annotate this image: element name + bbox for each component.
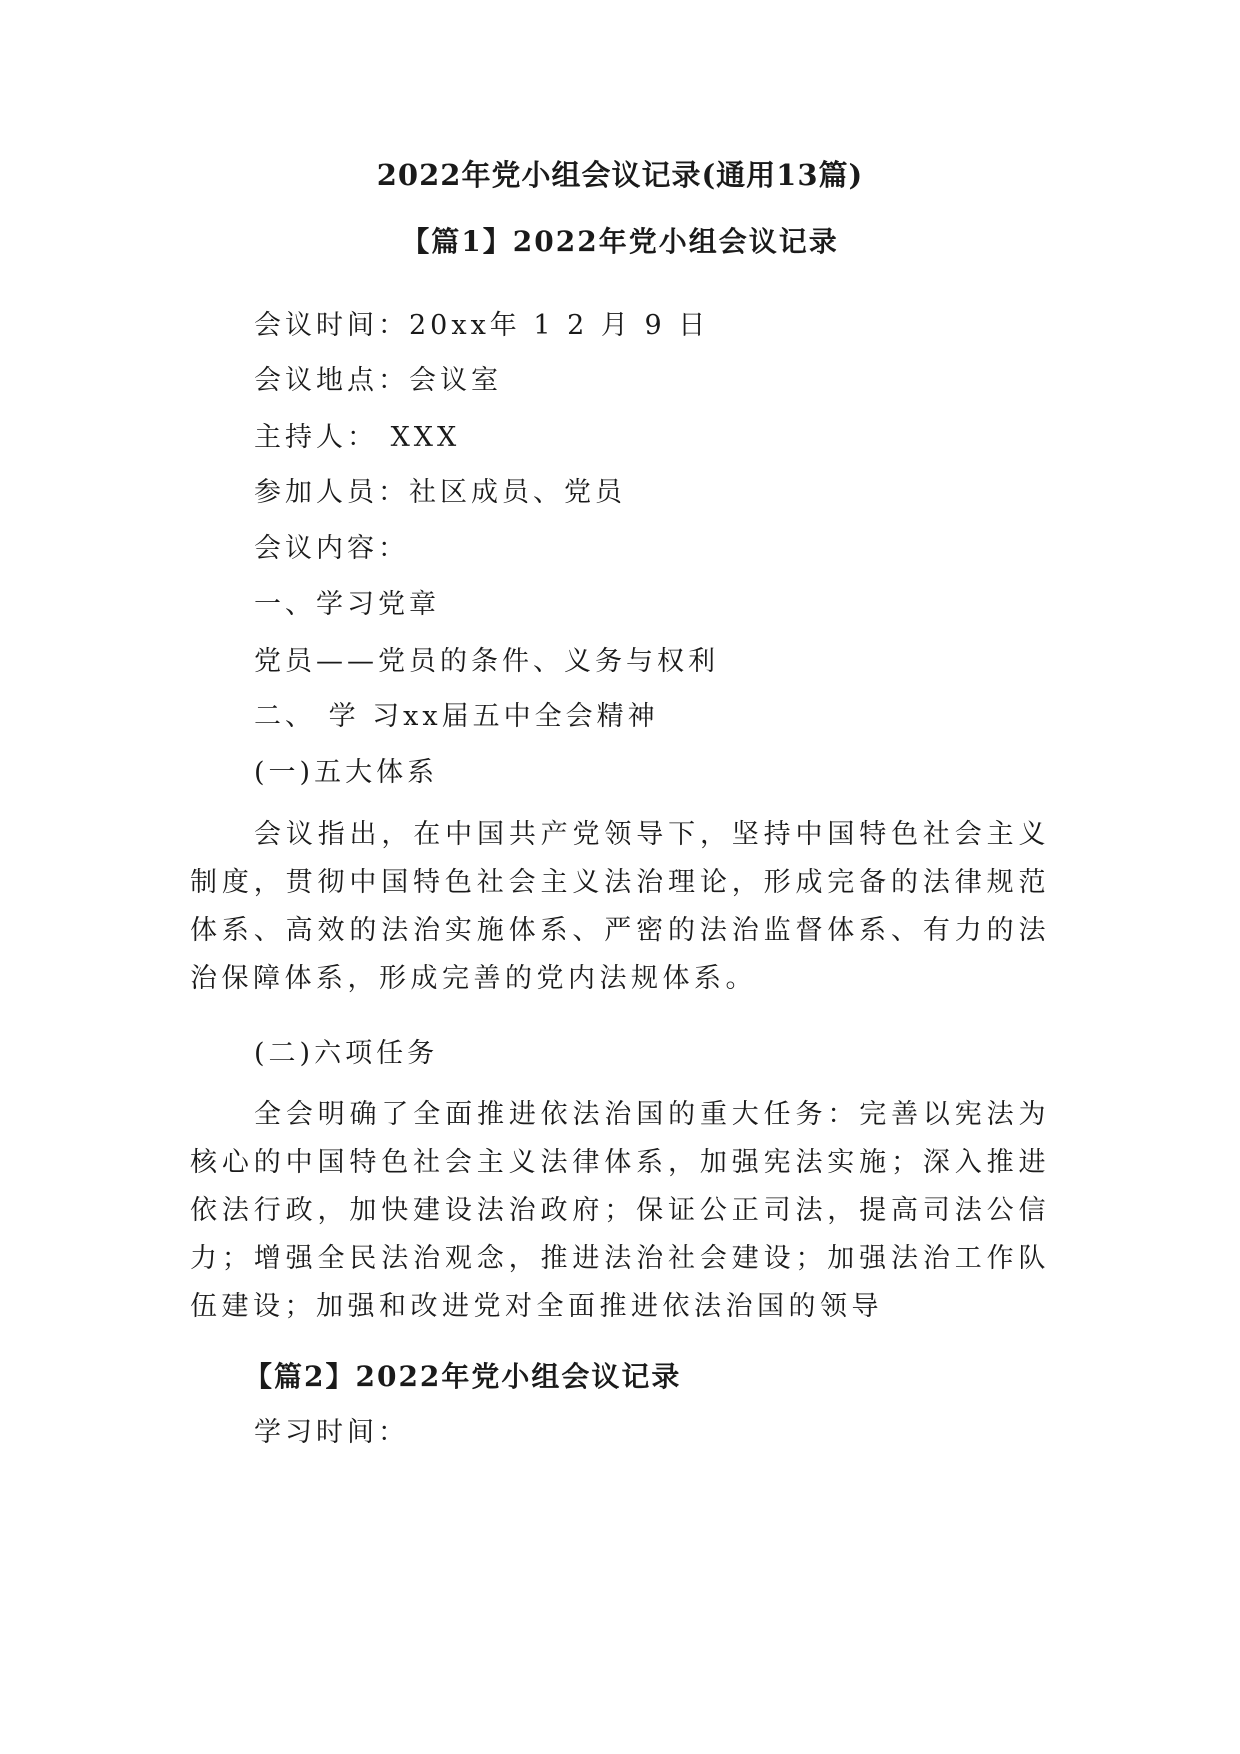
document-title: 2022年党小组会议记录(通用13篇) (376, 158, 864, 192)
agenda-item-1: 一、学习党章 (254, 589, 440, 620)
meeting-content-label: 会议内容： (254, 533, 409, 564)
study-time: 学习时间： (254, 1417, 409, 1448)
section-2-heading: 【篇2】2022年党小组会议记录 (244, 1360, 682, 1393)
subsection-2-heading: (二)六项任务 (254, 1038, 439, 1069)
section-1-heading: 【篇1】2022年党小组会议记录 (401, 225, 839, 258)
meeting-time: 会议时间：20xx年 1 2 月 9 日 (254, 310, 710, 341)
agenda-item-2: 二、 学 习xx届五中全会精神 (254, 701, 659, 732)
meeting-place: 会议地点：会议室 (254, 365, 502, 396)
meeting-attendees: 参加人员：社区成员、党员 (254, 477, 626, 508)
subsection-1-heading: (一)五大体系 (254, 757, 439, 788)
meeting-host: 主持人： XXX (254, 422, 461, 453)
subsection-1-paragraph: 会议指出，在中国共产党领导下，坚持中国特色社会主义制度，贯彻中国特色社会主义法治理论，形成完备的法律规范体系、高效的法治实施体系、严密的法治监督体系、有力的法治保障体系，形成完善的党内法规体系。 (190, 819, 1050, 994)
subsection-2-paragraph: 全会明确了全面推进依法治国的重大任务：完善以宪法为核心的中国特色社会主义法律体系，加强宪法实施；深入推进依法行政，加快建设法治政府；保证公正司法，提高司法公信力；增强全民法治观念，推进法治社会建设；加强法治工作队伍建设；加强和改进党对全面推进依法治国的领导 (190, 1099, 1050, 1322)
agenda-item-1-detail: 党员——党员的条件、义务与权利 (254, 646, 719, 677)
